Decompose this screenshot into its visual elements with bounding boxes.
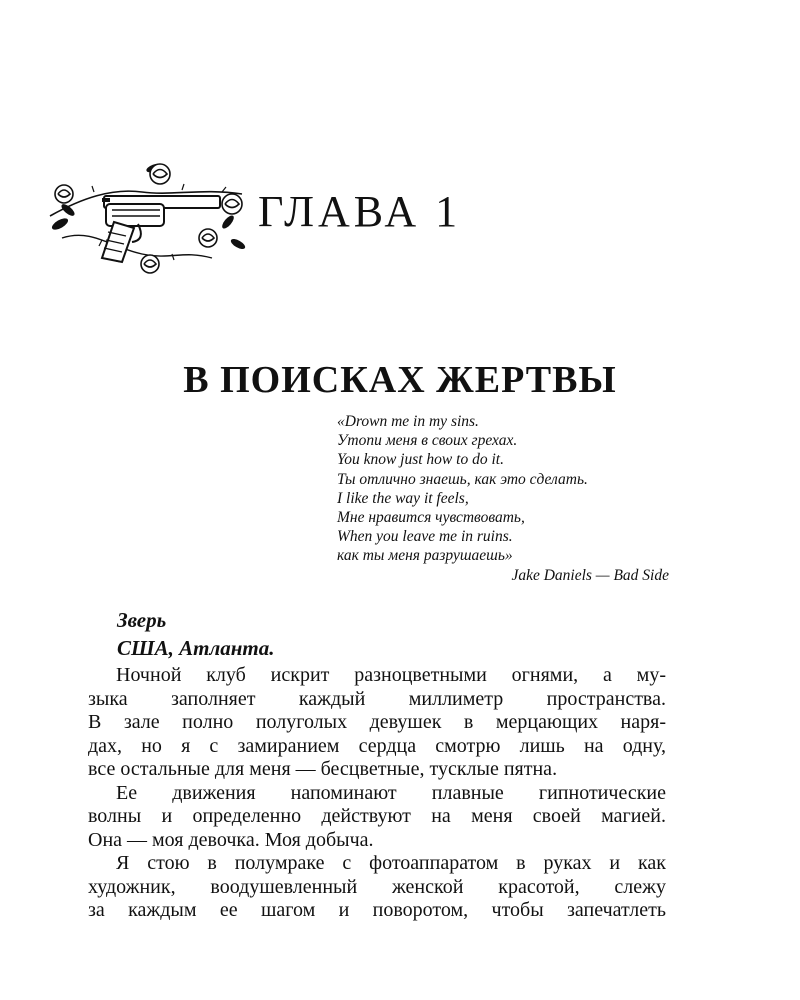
epigraph bbox=[337, 412, 669, 585]
epigraph-line: Утопи меня в своих грехах. bbox=[337, 432, 518, 450]
location-heading: США, Атланта. bbox=[117, 636, 275, 660]
text-line: Она — моя девочка. Моя добыча. bbox=[88, 828, 374, 851]
epigraph-line: как ты меня разрушаешь» bbox=[337, 547, 513, 565]
text-line: Ночной клуб искрит разноцветными огнями, а му- bbox=[116, 664, 666, 686]
paragraph bbox=[88, 782, 666, 853]
text-line: В зале полно полуголых девушек в мерцающих наря- bbox=[88, 711, 666, 733]
section-title: В ПОИСКАХ ЖЕРТВЫ bbox=[183, 359, 617, 401]
epigraph-line: Мне нравится чувствовать, bbox=[337, 509, 525, 527]
text-line: дах, но я с замиранием сердца смотрю лишь на одну, bbox=[88, 734, 666, 757]
epigraph-line: «Drown me in my sins. bbox=[337, 413, 479, 430]
text-line: за каждым ее шагом и поворотом, чтобы запечатлеть bbox=[88, 899, 666, 921]
text-line: волны и определенно действуют на меня своей магией. bbox=[88, 805, 666, 827]
chapter-title: ГЛАВА 1 bbox=[258, 187, 462, 236]
pov-heading: Зверь bbox=[117, 608, 167, 632]
epigraph-attribution: Jake Daniels — Bad Side bbox=[511, 566, 669, 584]
text-line: зыка заполняет каждый миллиметр пространства. bbox=[88, 687, 666, 710]
text-line: Ее движения напоминают плавные гипнотические bbox=[116, 781, 666, 804]
text-line: все остальные для меня — бесцветные, тусклые пятна. bbox=[88, 758, 558, 780]
paragraph bbox=[88, 664, 666, 782]
body-text bbox=[88, 664, 666, 923]
text-line: Я стою в полумраке с фотоаппаратом в руках и как bbox=[116, 852, 666, 874]
epigraph-line: I like the way it feels, bbox=[337, 489, 469, 507]
epigraph-line: You know just how to do it. bbox=[337, 451, 504, 469]
epigraph-line: Ты отлично знаешь, как это сделать. bbox=[337, 470, 588, 488]
epigraph-line: When you leave me in ruins. bbox=[337, 528, 513, 546]
paragraph bbox=[88, 852, 666, 923]
text-line: художник, воодушевленный женской красотой, слежу bbox=[88, 875, 666, 898]
revolver-with-roses-icon bbox=[42, 158, 252, 276]
